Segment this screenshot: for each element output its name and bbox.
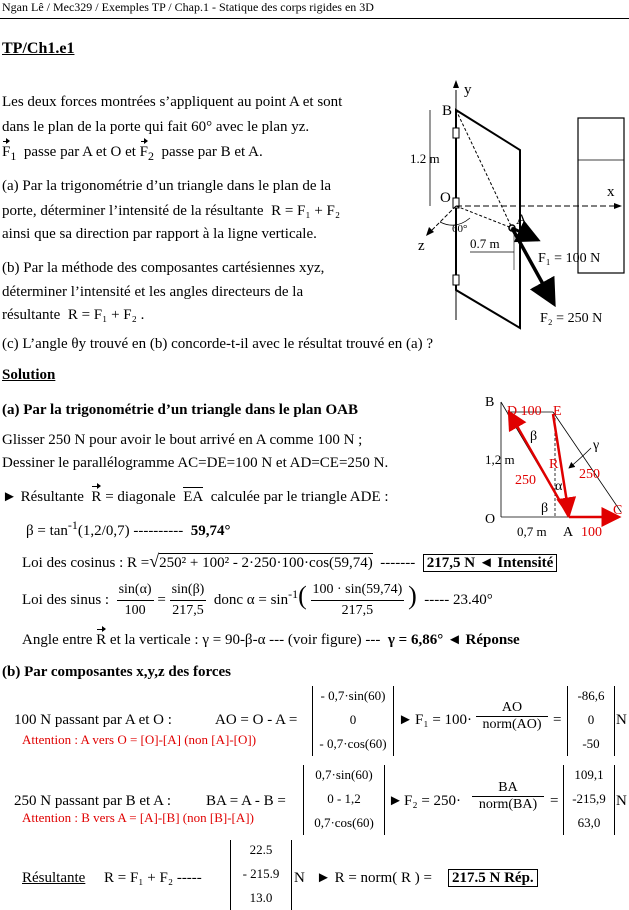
resultant-matrix: 22.5 - 215.9 13.0 — [230, 840, 292, 910]
fig2-height-label: 1,2 m — [485, 452, 515, 467]
fig2-a-label: A — [563, 525, 574, 540]
f1-note: Attention : A vers O = [O]-[A] (non [A]-[O]) — [22, 732, 257, 747]
fig2-c-label: C — [613, 503, 623, 518]
header-rule — [0, 18, 629, 19]
resultant-equation-b: R = F₁ + F₂ ----- — [104, 870, 202, 886]
f2-equation: F₂ = 250· — [404, 793, 462, 809]
angle-line: Angle entre R et la verticale : γ = 90-β-α --- (voir figure) --- γ = 6,86° ◄ Réponse — [22, 628, 520, 653]
part-a-heading: (a) Par la trigonométrie d’un triangle dans le plan OAB — [2, 402, 358, 418]
fig2-250b-label: 250 — [579, 467, 600, 482]
solution-heading: Solution — [2, 367, 56, 383]
fig1-b-label: B — [442, 103, 453, 119]
f2-unit: N — [616, 793, 627, 809]
f1-result-matrix: -86,6 0 -50 — [567, 686, 615, 756]
question-b-line-3: résultante R = F₁ + F₂ . — [2, 307, 145, 323]
fig2-beta2-label: β — [541, 501, 549, 516]
fig2-beta1-label: β — [530, 429, 538, 444]
f2-note: Attention : B vers A = [A]-[B] (non [B]-[A]) — [22, 810, 254, 825]
fig2-100-label: 100 — [581, 525, 602, 540]
resultant-norm: ► R = norm( R ) = — [316, 870, 432, 886]
f1-arrow: ► — [398, 712, 413, 728]
fig1-y-label: y — [464, 82, 472, 98]
resultant-unit: N — [294, 870, 305, 886]
f2-vector-expression: BA = A - B = — [206, 793, 286, 809]
vector-f1: F — [2, 140, 10, 165]
page-header: Ngan Lê / Mec329 / Exemples TP / Chap.1 - Statique des corps rigides en 3D — [2, 0, 374, 14]
door-figure — [410, 80, 629, 330]
part-a-line-3: ► Résultante R = diagonale EA calculée par le triangle ADE : — [2, 485, 389, 510]
question-b-line-1: (b) Par la méthode des composantes cartésiennes xyz, — [2, 260, 325, 276]
intro-line-2: dans le plan de la porte qui fait 60° avec le plan yz. — [2, 119, 310, 135]
question-b-line-2: déterminer l’intensité et les angles directeurs de la — [2, 284, 304, 300]
f1-equation: F₁ = 100· — [415, 712, 473, 728]
fig2-b-label: B — [485, 395, 495, 410]
intro-line-3: $F_1$ passe par A et O et $F_2$ passe par B et A. — [2, 140, 263, 169]
fig2-d100-label: D 100 — [507, 404, 542, 419]
f2-fraction: BA norm(BA) — [472, 780, 544, 813]
fig2-e-label: E — [553, 404, 562, 419]
fig1-z-label: z — [418, 238, 425, 254]
f2-arrow: ► — [388, 793, 403, 809]
fig1-a-label: A — [516, 212, 527, 228]
f1-fraction: AO norm(AO) — [476, 700, 548, 733]
intensity-result: 217,5 N ◄ Intensité — [423, 554, 558, 572]
beta-line: $\beta = \tan^{-1}(1,2/0,7)$ ---------- 59,74° — [26, 518, 231, 539]
question-a-line-2: porte, déterminer l’intensité de la résultante R = F₁ + F₂ — [2, 203, 341, 219]
fig1-angle-label: 60° — [452, 223, 468, 235]
f2-matrix: 0,7·sin(60) 0 - 1,2 0,7·cos(60) — [303, 765, 385, 835]
fig2-r-label: R — [549, 457, 559, 472]
fig2-250a-label: 250 — [515, 473, 536, 488]
fig1-x-label: x — [607, 184, 615, 200]
fig1-o-label: O — [440, 190, 451, 206]
question-a-line-1: (a) Par la trigonométrie d’un triangle dans le plan de la — [2, 178, 332, 194]
triangle-figure — [485, 392, 629, 542]
sin-law-line: Loi des sinus : $\frac{\sin(\alpha)}{100}$ = $\frac{\sin(\beta)}{217,5}$ donc $\alpha = \sin^{-1}$( $\frac{100 \cdot \sin(59,74)}{217,5}$ ) ----- 23.40° — [22, 580, 493, 618]
gamma-result: γ = 6,86° ◄ Réponse — [387, 632, 520, 648]
question-c: (c) L’angle θy trouvé en (b) concorde-t-il avec le résultat trouvé en (a) ? — [2, 336, 434, 352]
f1-unit: N — [616, 712, 627, 728]
resultant-answer: 217.5 N Rép. — [448, 866, 538, 891]
exercise-title: TP/Ch1.e1 — [2, 40, 75, 57]
vector-f2: F — [140, 140, 148, 165]
fig2-gamma-label: γ — [593, 438, 600, 453]
question-a-line-3: ainsi que sa direction par rapport à la ligne verticale. — [2, 226, 317, 242]
fig1-f1-label: F₁ = 100 N — [538, 251, 601, 266]
intro-line-1: Les deux forces montrées s’appliquent au point A et sont — [2, 94, 343, 110]
fig2-alpha-label: α — [555, 479, 563, 494]
cos-law-expression: 250² + 100² - 2·250·100·cos(59,74) — [159, 555, 373, 571]
resultant-label: Résultante — [22, 870, 86, 886]
fig2-o-label: O — [485, 512, 496, 527]
f2-label: 250 N passant par B et A : — [14, 793, 172, 809]
fig1-distance-label: 0.7 m — [470, 236, 500, 251]
part-a-line-2: Dessiner le parallélogramme AC=DE=100 N et AD=CE=250 N. — [2, 455, 389, 471]
f1-matrix: - 0,7·sin(60) 0 - 0,7·cos(60) — [312, 686, 394, 756]
f2-result-matrix: 109,1 -215,9 63,0 — [563, 765, 615, 835]
fig1-f2-label: F₂ = 250 N — [540, 311, 603, 326]
f1-vector-expression: AO = O - A = — [215, 712, 298, 728]
fig2-distance-label: 0,7 m — [517, 524, 547, 539]
part-b-heading: (b) Par composantes x,y,z des forces — [2, 664, 231, 680]
f1-label: 100 N passant par A et O : — [14, 712, 172, 728]
part-a-line-1: Glisser 250 N pour avoir le bout arrivé en A comme 100 N ; — [2, 432, 363, 448]
cos-law-line: Loi des cosinus : R =√250² + 100² - 2·250·100·cos(59,74) ------- 217,5 N ◄ Intensité — [22, 549, 557, 576]
fig1-height-label: 1.2 m — [410, 151, 440, 166]
resultant-equation: R = F₁ + F₂ — [271, 203, 341, 219]
